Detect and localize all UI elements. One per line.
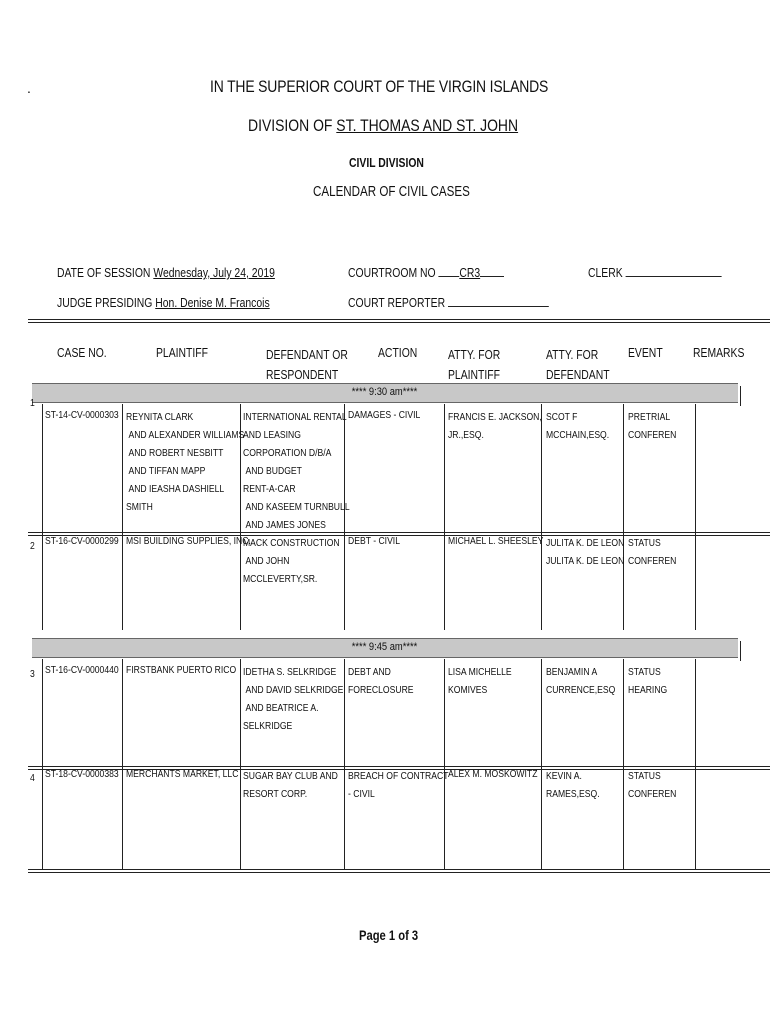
division-name: ST. THOMAS AND ST. JOHN	[336, 116, 519, 135]
event-cell	[628, 408, 676, 444]
col-defendant	[266, 345, 348, 385]
plaintiff-cell: FIRSTBANK PUERTO RICO	[126, 664, 237, 676]
atty-plaintiff-line: JR.,ESQ.	[448, 429, 484, 441]
col-atty-plaintiff	[448, 345, 500, 385]
atty-plaintiff-cell: ALEX M. MOSKOWITZ	[448, 768, 538, 780]
col-divider	[541, 659, 542, 870]
atty-defendant-cell	[546, 534, 624, 570]
atty-defendant-line: CURRENCE,ESQ	[546, 684, 616, 696]
defendant-cell	[243, 408, 350, 534]
plaintiff-line: AND ALEXANDER WILLIAMS	[128, 429, 245, 441]
time-slot-label: **** 9:30 am****	[352, 386, 418, 398]
col-atty-defendant-line2: DEFENDANT	[546, 367, 610, 382]
page-number: Page 1 of 3	[359, 927, 419, 943]
defendant-cell	[243, 534, 340, 588]
row-number: 3	[30, 668, 35, 680]
col-divider	[444, 404, 445, 630]
col-defendant-line2: RESPONDENT	[266, 367, 339, 382]
event-line: PRETRIAL	[628, 411, 671, 423]
event-line: STATUS	[628, 666, 661, 678]
atty-plaintiff-cell	[448, 663, 512, 699]
col-plaintiff: PLAINTIFF	[156, 345, 209, 360]
atty-defendant-line: JULITA K. DE LEON	[546, 537, 625, 549]
col-divider	[623, 404, 624, 630]
defendant-line: IDETHA S. SELKRIDGE	[243, 666, 337, 678]
clerk-label: CLERK	[588, 265, 626, 280]
court-title: IN THE SUPERIOR COURT OF THE VIRGIN ISLANDS	[210, 77, 549, 96]
defendant-line: AND BUDGET	[245, 465, 302, 477]
col-divider	[695, 659, 696, 870]
col-event: EVENT	[628, 345, 663, 360]
header-divider	[28, 319, 770, 323]
action-cell: DEBT - CIVIL	[348, 535, 400, 547]
event-line: STATUS	[628, 770, 661, 782]
col-divider	[695, 404, 696, 630]
col-defendant-line1: DEFENDANT OR	[266, 347, 348, 362]
action-line: BREACH OF CONTRACT	[348, 770, 449, 782]
col-action: ACTION	[378, 345, 418, 360]
defendant-line: AND BEATRICE A.	[245, 702, 319, 714]
atty-plaintiff-line: FRANCIS E. JACKSON,	[448, 411, 542, 423]
division-title	[248, 116, 518, 136]
defendant-cell	[243, 767, 338, 803]
row-number: 2	[30, 540, 35, 552]
defendant-line: AND DAVID SELKRIDGE	[245, 684, 344, 696]
date-label: DATE OF SESSION	[57, 265, 154, 280]
col-atty-defendant-line1: ATTY. FOR	[546, 347, 599, 362]
atty-defendant-cell	[546, 408, 609, 444]
event-cell	[628, 663, 667, 699]
courtroom-value: CR3	[459, 265, 481, 280]
col-divider	[740, 386, 741, 406]
defendant-line: RENT-A-CAR	[243, 483, 296, 495]
col-divider	[122, 659, 123, 870]
atty-defendant-line: SCOT F	[546, 411, 578, 423]
col-divider	[42, 404, 43, 630]
event-line: STATUS	[628, 537, 661, 549]
plaintiff-line: SMITH	[126, 501, 153, 513]
time-slot-band	[32, 638, 738, 658]
judge-label: JUDGE PRESIDING	[57, 295, 156, 310]
court-reporter	[348, 295, 549, 310]
case-number: ST-14-CV-0000303	[45, 409, 119, 421]
atty-defendant-line: RAMES,ESQ.	[546, 788, 600, 800]
atty-plaintiff-line: KOMIVES	[448, 684, 488, 696]
calendar-title: CALENDAR OF CIVIL CASES	[313, 184, 470, 200]
session-date	[57, 265, 275, 280]
reporter-label: COURT REPORTER	[348, 295, 448, 310]
col-divider	[740, 641, 741, 661]
defendant-line: CORPORATION D/B/A	[243, 447, 332, 459]
case-number: ST-16-CV-0000299	[45, 535, 119, 547]
atty-defendant-cell	[546, 767, 600, 803]
courtroom	[348, 265, 504, 280]
action-cell	[348, 767, 448, 803]
defendant-line: SUGAR BAY CLUB AND	[243, 770, 338, 782]
time-slot-band	[32, 383, 738, 403]
defendant-line: SELKRIDGE	[243, 720, 293, 732]
event-cell	[628, 767, 676, 803]
atty-defendant-line: KEVIN A.	[546, 770, 582, 782]
event-cell	[628, 534, 676, 570]
clerk	[588, 265, 722, 280]
defendant-line: INTERNATIONAL RENTAL	[243, 411, 347, 423]
col-divider	[344, 659, 345, 870]
plaintiff-cell: MSI BUILDING SUPPLIES, INC.	[126, 535, 251, 547]
plaintiff-line: AND TIFFAN MAPP	[128, 465, 206, 477]
defendant-line: AND LEASING	[243, 429, 301, 441]
defendant-cell	[243, 663, 343, 735]
row-number: 4	[30, 772, 35, 784]
civil-division-heading: CIVIL DIVISION	[349, 155, 424, 170]
defendant-line: AND JAMES JONES	[245, 519, 326, 531]
atty-defendant-cell	[546, 663, 615, 699]
judge-value: Hon. Denise M. Francois	[155, 295, 270, 310]
action-cell: DAMAGES - CIVIL	[348, 409, 421, 421]
row-divider	[28, 869, 770, 873]
atty-plaintiff-cell	[448, 408, 542, 444]
col-atty-plaintiff-line2: PLAINTIFF	[448, 367, 501, 382]
defendant-line: RESORT CORP.	[243, 788, 308, 800]
case-number: ST-18-CV-0000383	[45, 768, 119, 780]
case-number: ST-16-CV-0000440	[45, 664, 119, 676]
col-remarks: REMARKS	[693, 345, 745, 360]
col-divider	[240, 659, 241, 870]
atty-plaintiff-cell: MICHAEL L. SHEESLEY	[448, 535, 544, 547]
col-atty-defendant	[546, 345, 610, 385]
plaintiff-line: REYNITA CLARK	[126, 411, 194, 423]
stray-dot: .	[27, 80, 31, 96]
col-divider	[623, 659, 624, 870]
courtroom-label: COURTROOM NO	[348, 265, 439, 280]
col-case-no: CASE NO.	[57, 345, 107, 360]
action-line: FORECLOSURE	[348, 684, 414, 696]
plaintiff-line: AND IEASHA DASHIELL	[128, 483, 225, 495]
event-line: CONFEREN	[628, 429, 677, 441]
division-prefix: DIVISION OF	[248, 116, 337, 135]
atty-defendant-line: JULITA K. DE LEON	[546, 555, 625, 567]
atty-defendant-line: MCCHAIN,ESQ.	[546, 429, 610, 441]
action-line: DEBT AND	[348, 666, 391, 678]
defendant-line: AND JOHN	[245, 555, 290, 567]
event-line: CONFEREN	[628, 555, 677, 567]
action-line: - CIVIL	[348, 788, 375, 800]
defendant-line: MACK CONSTRUCTION	[243, 537, 340, 549]
defendant-line: MCCLEVERTY,SR.	[243, 573, 318, 585]
event-line: HEARING	[628, 684, 668, 696]
atty-defendant-line: BENJAMIN A	[546, 666, 598, 678]
col-divider	[444, 659, 445, 870]
col-divider	[42, 659, 43, 870]
defendant-line: AND KASEEM TURNBULL	[245, 501, 350, 513]
date-value: Wednesday, July 24, 2019	[153, 265, 275, 280]
plaintiff-cell	[126, 408, 244, 516]
judge-presiding	[57, 295, 270, 310]
plaintiff-line: AND ROBERT NESBITT	[128, 447, 224, 459]
row-number: 1	[30, 397, 35, 409]
col-divider	[122, 404, 123, 630]
action-cell	[348, 663, 414, 699]
col-atty-plaintiff-line1: ATTY. FOR	[448, 347, 501, 362]
plaintiff-cell: MERCHANTS MARKET, LLC	[126, 768, 239, 780]
atty-plaintiff-line: LISA MICHELLE	[448, 666, 512, 678]
time-slot-label: **** 9:45 am****	[352, 641, 418, 653]
event-line: CONFEREN	[628, 788, 677, 800]
